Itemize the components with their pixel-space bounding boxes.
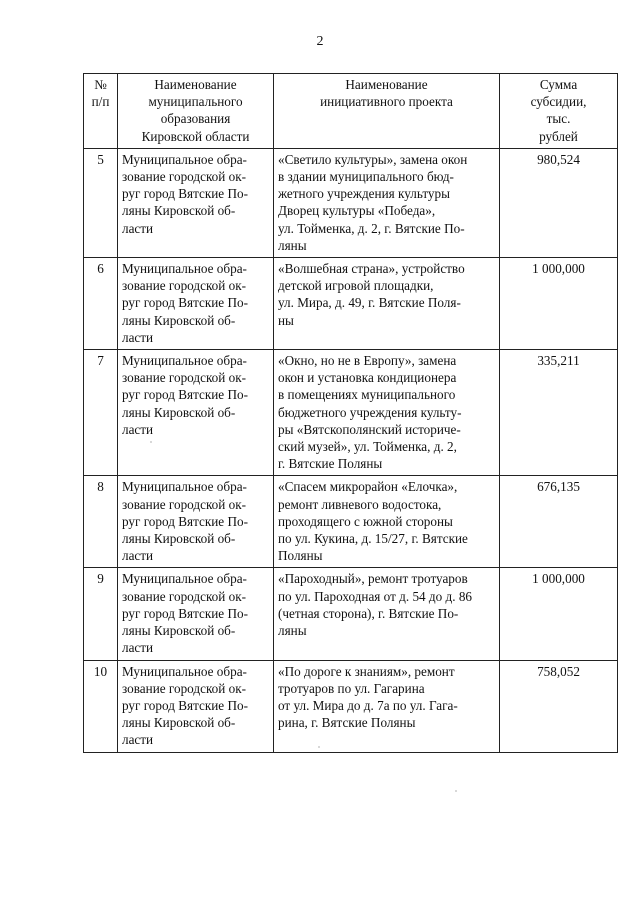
row-municipality: Муниципальное обра- зование городской ок- руг город Вятские По- ляны Кировской об- ласти xyxy=(118,476,274,568)
subsidy-table xyxy=(83,73,618,753)
row-project: «Волшебная страна», устройство детской игровой площадки, ул. Мира, д. 49, г. Вятские Поля- ны xyxy=(274,258,500,350)
row-amount: 1 000,000 xyxy=(500,568,618,660)
table-body xyxy=(84,148,618,752)
row-project: «Пароходный», ремонт тротуаров по ул. Пароходная от д. 54 до д. 86 (четная сторона), г. Вятские По- ляны xyxy=(274,568,500,660)
header-num: № п/п xyxy=(84,74,118,149)
row-municipality: Муниципальное обра- зование городской ок- руг город Вятские По- ляны Кировской об- ласти xyxy=(118,660,274,752)
header-project: Наименование инициативного проекта xyxy=(274,74,500,149)
row-project: «Окно, но не в Европу», замена окон и установка кондиционера в помещениях муниципального бюджетного учреждения культу- ры «Вятскополянский историче- ский музей», ул. Тойменка, д. 2, г. Вятские Поляны xyxy=(274,350,500,476)
page-number: 2 xyxy=(316,34,324,49)
row-number: 10 xyxy=(84,660,118,752)
table-row xyxy=(84,568,618,660)
row-number: 5 xyxy=(84,148,118,257)
table-row xyxy=(84,660,618,752)
header-municipality: Наименование муниципального образования Кировской области xyxy=(118,74,274,149)
table-header xyxy=(84,74,618,149)
row-municipality: Муниципальное обра- зование городской ок- руг город Вятские По- ляны Кировской об- ласти xyxy=(118,568,274,660)
row-number: 6 xyxy=(84,258,118,350)
row-project: «Спасем микрорайон «Елочка», ремонт ливневого водостока, проходящего с южной стороны по ул. Кукина, д. 15/27, г. Вятские Поляны xyxy=(274,476,500,568)
row-project: «Светило культуры», замена окон в здании муниципального бюд- жетного учреждения культуры Дворец культуры «Победа», ул. Тойменка, д. 2, г. Вятские По- ляны xyxy=(274,148,500,257)
row-amount: 1 000,000 xyxy=(500,258,618,350)
scan-speck xyxy=(150,441,152,443)
header-row xyxy=(84,74,618,149)
row-municipality: Муниципальное обра- зование городской ок- руг город Вятские По- ляны Кировской об- ласти xyxy=(118,350,274,476)
header-amount: Сумма субсидии, тыс. рублей xyxy=(500,74,618,149)
row-municipality: Муниципальное обра- зование городской ок- руг город Вятские По- ляны Кировской об- ласти xyxy=(118,148,274,257)
row-amount: 758,052 xyxy=(500,660,618,752)
row-amount: 676,135 xyxy=(500,476,618,568)
row-number: 8 xyxy=(84,476,118,568)
scan-speck xyxy=(455,790,457,792)
row-amount: 335,211 xyxy=(500,350,618,476)
table-row xyxy=(84,476,618,568)
scan-speck xyxy=(318,746,320,748)
table-row xyxy=(84,258,618,350)
row-amount: 980,524 xyxy=(500,148,618,257)
row-project: «По дороге к знаниям», ремонт тротуаров по ул. Гагарина от ул. Мира до д. 7а по ул. Гага- рина, г. Вятские Поляны xyxy=(274,660,500,752)
table-row xyxy=(84,148,618,257)
row-number: 7 xyxy=(84,350,118,476)
row-municipality: Муниципальное обра- зование городской ок- руг город Вятские По- ляны Кировской об- ласти xyxy=(118,258,274,350)
table-row xyxy=(84,350,618,476)
row-number: 9 xyxy=(84,568,118,660)
